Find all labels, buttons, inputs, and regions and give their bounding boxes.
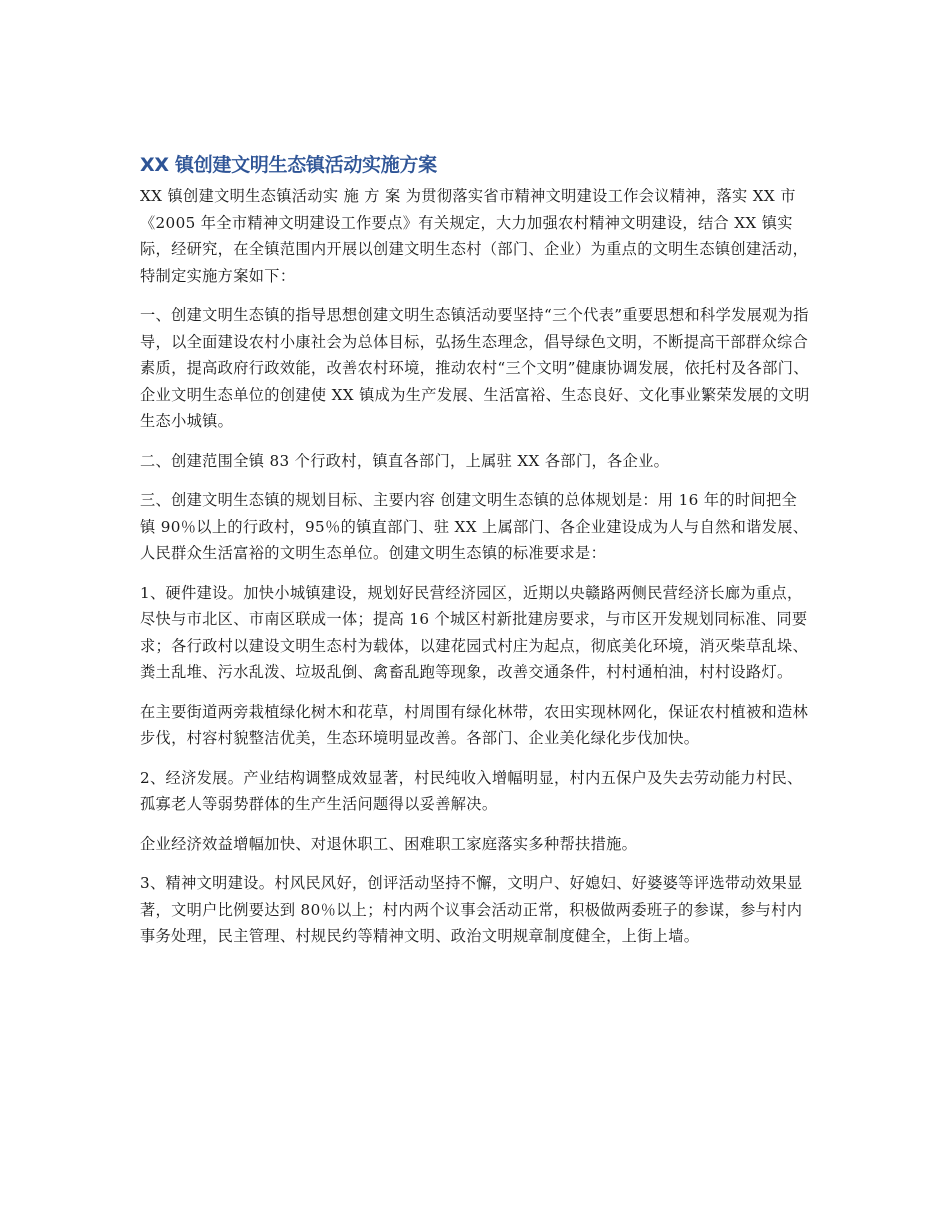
paragraph-enterprise-benefits: 企业经济效益增幅加快、对退休职工、困难职工家庭落实多种帮扶措施。 — [140, 834, 638, 853]
paragraph-economic-development: 2、经济发展。产业结构调整成效显著，村民纯收入增幅明显，村内五保户及失去劳动能力村民、孤寡老人等弱势群体的生产生活问题得以妥善解决。 — [140, 768, 803, 813]
paragraph-guiding-ideology: 一、创建文明生态镇的指导思想创建文明生态镇活动要坚持“三个代表”重要思想和科学发展观为指导，以全面建设农村小康社会为总体目标，弘扬生态理念，倡导绿色文明，不断提高干部群众综合素质，提高政府行政效能，改善农村环境，推动农村“三个文明”健康协调发展，依托村及各部门、企业文明生态单位的创建使 XX 镇成为生产发展、生活富裕、生态良好、文化事业繁荣发展的文明生态小城镇。 — [140, 306, 810, 430]
paragraph-preamble: XX 镇创建文明生态镇活动实 施 方 案 为贯彻落实省市精神文明建设工作会议精神，落实 XX 市《2005 年全市精神文明建设工作要点》有关规定，大力加强农村精神文明建设，结合 XX 镇实际，经研究，在全镇范围内开展以创建文明生态村（部门、企业）为重点的文明生态镇创建活动，特制定实施方案如下： — [140, 187, 809, 285]
paragraph-scope: 二、创建范围全镇 83 个行政村，镇直各部门，上属驻 XX 各部门，各企业。 — [140, 451, 670, 470]
document-title: XX 镇创建文明生态镇活动实施方案 — [140, 154, 437, 176]
paragraph-planning-goals: 三、创建文明生态镇的规划目标、主要内容 创建文明生态镇的总体规划是：用 16 年的时间把全镇 90％以上的行政村，95％的镇直部门、驻 XX 上属部门、各企业建设成为人与自然和谐发展、人民群众生活富裕的文明生态单位。创建文明生态镇的标准要求是： — [140, 491, 809, 562]
paragraph-greening: 在主要街道两旁栽植绿化树木和花草，村周围有绿化林带，农田实现林网化，保证农村植被和造林步伐，村容村貌整洁优美，生态环境明显改善。各部门、企业美化绿化步伐加快。 — [140, 702, 809, 747]
paragraph-hardware-construction: 1、硬件建设。加快小城镇建设，规划好民营经济园区，近期以央赣路两侧民营经济长廊为重点，尽快与市北区、市南区联成一体；提高 16 个城区村新批建房要求，与市区开发规划同标准、同要求；各行政村以建设文明生态村为载体，以建花园式村庄为起点，彻底美化环境，消灭柴草乱垛、粪土乱堆、污水乱泼、垃圾乱倒、禽畜乱跑等现象，改善交通条件，村村通柏油，村村设路灯。 — [140, 583, 809, 681]
document-body — [140, 150, 812, 963]
paragraph-spiritual-civilization: 3、精神文明建设。村风民风好，创评活动坚持不懈，文明户、好媳妇、好婆婆等评选带动效果显著，文明户比例要达到 80％以上；村内两个议事会活动正常，积极做两委班子的参谋，参与村内事务处理，民主管理、村规民约等精神文明、政治文明规章制度健全，上街上墙。 — [140, 874, 803, 945]
